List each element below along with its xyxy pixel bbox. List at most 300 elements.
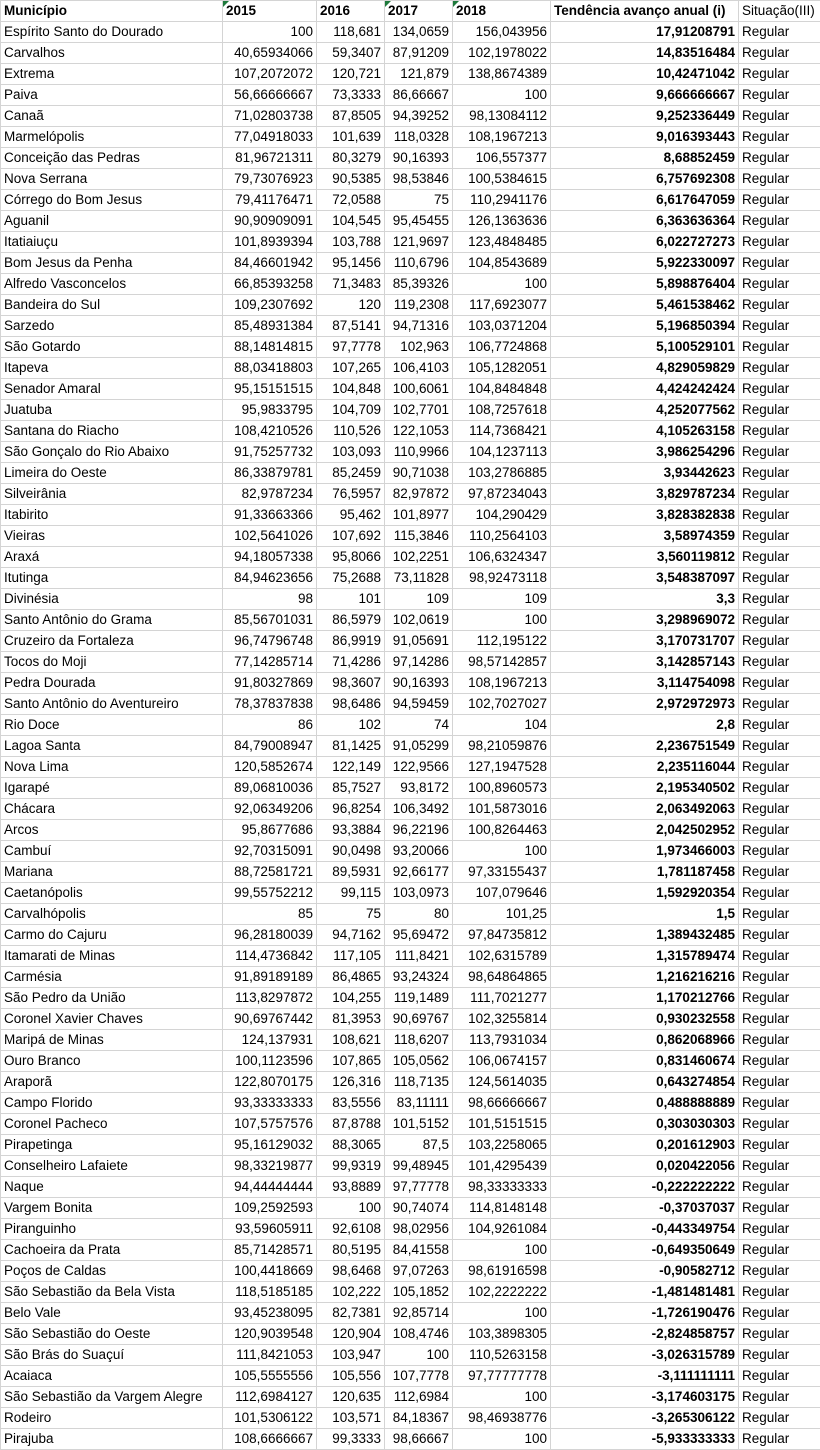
value-2016-cell[interactable]: 95,462 [317,505,385,526]
value-2018-cell[interactable]: 102,3255814 [453,1009,551,1030]
value-2018-cell[interactable]: 103,3898305 [453,1324,551,1345]
situacao-cell[interactable]: Regular [739,1429,820,1450]
value-2015-cell[interactable]: 107,5757576 [223,1114,317,1135]
value-2016-cell[interactable]: 98,6468 [317,1261,385,1282]
value-2015-cell[interactable]: 82,9787234 [223,484,317,505]
value-2016-cell[interactable]: 102,222 [317,1282,385,1303]
municipio-cell[interactable]: Carvalhópolis [1,904,223,925]
municipio-cell[interactable]: Limeira do Oeste [1,463,223,484]
value-2015-cell[interactable]: 91,33663366 [223,505,317,526]
value-2016-cell[interactable]: 93,3884 [317,820,385,841]
situacao-cell[interactable]: Regular [739,1282,820,1303]
value-2016-cell[interactable]: 71,4286 [317,652,385,673]
value-2018-cell[interactable]: 102,2222222 [453,1282,551,1303]
value-2016-cell[interactable]: 101 [317,589,385,610]
value-2016-cell[interactable]: 120 [317,295,385,316]
municipio-cell[interactable]: Itatiaiuçu [1,232,223,253]
value-2017-cell[interactable]: 95,45455 [385,211,453,232]
situacao-cell[interactable]: Regular [739,127,820,148]
municipio-cell[interactable]: Carmo do Cajuru [1,925,223,946]
municipio-cell[interactable]: Poços de Caldas [1,1261,223,1282]
tendencia-cell[interactable]: 9,666666667 [551,85,739,106]
municipio-cell[interactable]: Canaã [1,106,223,127]
value-2015-cell[interactable]: 88,14814815 [223,337,317,358]
tendencia-cell[interactable]: 0,303030303 [551,1114,739,1135]
situacao-cell[interactable]: Regular [739,1009,820,1030]
value-2018-cell[interactable]: 106,557377 [453,148,551,169]
value-2015-cell[interactable]: 85,71428571 [223,1240,317,1261]
value-2017-cell[interactable]: 95,69472 [385,925,453,946]
value-2017-cell[interactable]: 105,0562 [385,1051,453,1072]
value-2016-cell[interactable]: 80,3279 [317,148,385,169]
value-2018-cell[interactable]: 110,5263158 [453,1345,551,1366]
situacao-cell[interactable]: Regular [739,673,820,694]
value-2015-cell[interactable]: 93,33333333 [223,1093,317,1114]
value-2016-cell[interactable]: 118,681 [317,22,385,43]
value-2017-cell[interactable]: 92,66177 [385,862,453,883]
tendencia-cell[interactable]: 0,862068966 [551,1030,739,1051]
value-2017-cell[interactable]: 110,9966 [385,442,453,463]
value-2016-cell[interactable]: 100 [317,1198,385,1219]
value-2017-cell[interactable]: 93,20066 [385,841,453,862]
situacao-cell[interactable]: Regular [739,526,820,547]
value-2016-cell[interactable]: 126,316 [317,1072,385,1093]
value-2015-cell[interactable]: 95,15151515 [223,379,317,400]
value-2017-cell[interactable]: 82,97872 [385,484,453,505]
value-2017-cell[interactable]: 97,07263 [385,1261,453,1282]
header-tendencia[interactable]: Tendência avanço anual (i) [551,1,739,22]
value-2015-cell[interactable]: 95,9833795 [223,400,317,421]
value-2016-cell[interactable]: 95,8066 [317,547,385,568]
value-2018-cell[interactable]: 98,64864865 [453,967,551,988]
value-2017-cell[interactable]: 74 [385,715,453,736]
value-2016-cell[interactable]: 101,639 [317,127,385,148]
situacao-cell[interactable]: Regular [739,43,820,64]
value-2017-cell[interactable]: 84,18367 [385,1408,453,1429]
value-2016-cell[interactable]: 94,7162 [317,925,385,946]
situacao-cell[interactable]: Regular [739,925,820,946]
value-2018-cell[interactable]: 127,1947528 [453,757,551,778]
value-2017-cell[interactable]: 98,53846 [385,169,453,190]
situacao-cell[interactable]: Regular [739,400,820,421]
situacao-cell[interactable]: Regular [739,799,820,820]
value-2017-cell[interactable]: 118,7135 [385,1072,453,1093]
value-2015-cell[interactable]: 108,6666667 [223,1429,317,1450]
situacao-cell[interactable]: Regular [739,1093,820,1114]
value-2015-cell[interactable]: 92,06349206 [223,799,317,820]
value-2016-cell[interactable]: 99,9319 [317,1156,385,1177]
tendencia-cell[interactable]: 14,83516484 [551,43,739,64]
value-2017-cell[interactable]: 91,05299 [385,736,453,757]
tendencia-cell[interactable]: 6,022727273 [551,232,739,253]
value-2017-cell[interactable]: 75 [385,190,453,211]
value-2016-cell[interactable]: 83,5556 [317,1093,385,1114]
value-2016-cell[interactable]: 88,3065 [317,1135,385,1156]
value-2016-cell[interactable]: 99,115 [317,883,385,904]
tendencia-cell[interactable]: 3,560119812 [551,547,739,568]
value-2017-cell[interactable]: 92,85714 [385,1303,453,1324]
situacao-cell[interactable]: Regular [739,1156,820,1177]
value-2016-cell[interactable]: 95,1456 [317,253,385,274]
tendencia-cell[interactable]: 5,196850394 [551,316,739,337]
value-2018-cell[interactable]: 108,1967213 [453,127,551,148]
value-2017-cell[interactable]: 85,39326 [385,274,453,295]
value-2015-cell[interactable]: 78,37837838 [223,694,317,715]
municipio-cell[interactable]: Cachoeira da Prata [1,1240,223,1261]
tendencia-cell[interactable]: 1,5 [551,904,739,925]
tendencia-cell[interactable]: 3,986254296 [551,442,739,463]
value-2017-cell[interactable]: 94,71316 [385,316,453,337]
value-2015-cell[interactable]: 107,2072072 [223,64,317,85]
tendencia-cell[interactable]: 3,3 [551,589,739,610]
header-2018[interactable] [453,1,551,22]
situacao-cell[interactable]: Regular [739,316,820,337]
municipio-cell[interactable]: São Sebastião da Vargem Alegre [1,1387,223,1408]
situacao-cell[interactable]: Regular [739,169,820,190]
municipio-cell[interactable]: Conceição das Pedras [1,148,223,169]
value-2017-cell[interactable]: 121,879 [385,64,453,85]
value-2015-cell[interactable]: 66,85393258 [223,274,317,295]
value-2015-cell[interactable]: 122,8070175 [223,1072,317,1093]
tendencia-cell[interactable]: 2,8 [551,715,739,736]
value-2018-cell[interactable]: 110,2941176 [453,190,551,211]
value-2015-cell[interactable]: 71,02803738 [223,106,317,127]
situacao-cell[interactable]: Regular [739,1240,820,1261]
municipio-cell[interactable]: Marmelópolis [1,127,223,148]
value-2016-cell[interactable]: 87,5141 [317,316,385,337]
value-2017-cell[interactable]: 93,24324 [385,967,453,988]
municipio-cell[interactable]: Naque [1,1177,223,1198]
value-2017-cell[interactable]: 90,71038 [385,463,453,484]
tendencia-cell[interactable]: 2,195340502 [551,778,739,799]
tendencia-cell[interactable]: 5,461538462 [551,295,739,316]
tendencia-cell[interactable]: 3,142857143 [551,652,739,673]
value-2016-cell[interactable]: 82,7381 [317,1303,385,1324]
value-2015-cell[interactable]: 86,33879781 [223,463,317,484]
tendencia-cell[interactable]: 6,617647059 [551,190,739,211]
header-2017[interactable] [385,1,453,22]
municipio-cell[interactable]: Chácara [1,799,223,820]
municipio-cell[interactable]: Cambuí [1,841,223,862]
value-2017-cell[interactable]: 90,74074 [385,1198,453,1219]
situacao-cell[interactable]: Regular [739,64,820,85]
municipio-cell[interactable]: Pirajuba [1,1429,223,1450]
situacao-cell[interactable]: Regular [739,1324,820,1345]
value-2016-cell[interactable]: 104,709 [317,400,385,421]
municipio-cell[interactable]: Itapeva [1,358,223,379]
value-2018-cell[interactable]: 108,1967213 [453,673,551,694]
value-2017-cell[interactable]: 106,3492 [385,799,453,820]
value-2017-cell[interactable]: 100 [385,1345,453,1366]
tendencia-cell[interactable]: 9,252336449 [551,106,739,127]
value-2015-cell[interactable]: 95,8677686 [223,820,317,841]
municipio-cell[interactable]: Tocos do Moji [1,652,223,673]
value-2016-cell[interactable]: 102 [317,715,385,736]
tendencia-cell[interactable]: 5,100529101 [551,337,739,358]
value-2016-cell[interactable]: 103,571 [317,1408,385,1429]
value-2015-cell[interactable]: 40,65934066 [223,43,317,64]
value-2017-cell[interactable]: 102,0619 [385,610,453,631]
situacao-cell[interactable]: Regular [739,1345,820,1366]
municipio-cell[interactable]: Espírito Santo do Dourado [1,22,223,43]
value-2017-cell[interactable]: 121,9697 [385,232,453,253]
value-2018-cell[interactable]: 114,8148148 [453,1198,551,1219]
value-2017-cell[interactable]: 108,4746 [385,1324,453,1345]
tendencia-cell[interactable]: -0,222222222 [551,1177,739,1198]
value-2017-cell[interactable]: 102,7701 [385,400,453,421]
value-2018-cell[interactable]: 98,92473118 [453,568,551,589]
municipio-cell[interactable]: Caetanópolis [1,883,223,904]
value-2017-cell[interactable]: 103,0973 [385,883,453,904]
municipio-cell[interactable]: Juatuba [1,400,223,421]
tendencia-cell[interactable]: 2,236751549 [551,736,739,757]
value-2018-cell[interactable]: 100 [453,1429,551,1450]
situacao-cell[interactable]: Regular [739,1387,820,1408]
value-2016-cell[interactable]: 81,1425 [317,736,385,757]
value-2017-cell[interactable]: 119,1489 [385,988,453,1009]
value-2018-cell[interactable]: 98,57142857 [453,652,551,673]
municipio-cell[interactable]: Santo Antônio do Grama [1,610,223,631]
value-2018-cell[interactable]: 124,5614035 [453,1072,551,1093]
header-municipio[interactable]: Município [1,1,223,22]
value-2015-cell[interactable]: 111,8421053 [223,1345,317,1366]
value-2018-cell[interactable]: 108,7257618 [453,400,551,421]
value-2015-cell[interactable]: 120,5852674 [223,757,317,778]
value-2015-cell[interactable]: 88,03418803 [223,358,317,379]
value-2017-cell[interactable]: 101,5152 [385,1114,453,1135]
municipio-cell[interactable]: Alfredo Vasconcelos [1,274,223,295]
municipio-cell[interactable]: São Pedro da União [1,988,223,1009]
municipio-cell[interactable]: Igarapé [1,778,223,799]
tendencia-cell[interactable]: 4,252077562 [551,400,739,421]
value-2015-cell[interactable]: 120,9039548 [223,1324,317,1345]
municipio-cell[interactable]: Bom Jesus da Penha [1,253,223,274]
value-2015-cell[interactable]: 86 [223,715,317,736]
value-2018-cell[interactable]: 103,2258065 [453,1135,551,1156]
value-2015-cell[interactable]: 118,5185185 [223,1282,317,1303]
tendencia-cell[interactable]: -3,111111111 [551,1366,739,1387]
tendencia-cell[interactable]: 17,91208791 [551,22,739,43]
municipio-cell[interactable]: Pirapetinga [1,1135,223,1156]
value-2016-cell[interactable]: 71,3483 [317,274,385,295]
tendencia-cell[interactable]: -0,649350649 [551,1240,739,1261]
value-2016-cell[interactable]: 86,4865 [317,967,385,988]
value-2015-cell[interactable]: 113,8297872 [223,988,317,1009]
situacao-cell[interactable]: Regular [739,715,820,736]
value-2016-cell[interactable]: 120,904 [317,1324,385,1345]
value-2015-cell[interactable]: 79,41176471 [223,190,317,211]
value-2015-cell[interactable]: 85,48931384 [223,316,317,337]
tendencia-cell[interactable]: 3,170731707 [551,631,739,652]
value-2017-cell[interactable]: 87,91209 [385,43,453,64]
value-2018-cell[interactable]: 97,87234043 [453,484,551,505]
tendencia-cell[interactable]: 3,298969072 [551,610,739,631]
municipio-cell[interactable]: Bandeira do Sul [1,295,223,316]
situacao-cell[interactable]: Regular [739,1219,820,1240]
tendencia-cell[interactable]: 4,829059829 [551,358,739,379]
tendencia-cell[interactable]: -1,726190476 [551,1303,739,1324]
value-2017-cell[interactable]: 101,8977 [385,505,453,526]
value-2016-cell[interactable]: 110,526 [317,421,385,442]
value-2015-cell[interactable]: 102,5641026 [223,526,317,547]
value-2017-cell[interactable]: 107,7778 [385,1366,453,1387]
value-2017-cell[interactable]: 118,6207 [385,1030,453,1051]
value-2018-cell[interactable]: 100 [453,1303,551,1324]
tendencia-cell[interactable]: 10,42471042 [551,64,739,85]
tendencia-cell[interactable]: 3,548387097 [551,568,739,589]
tendencia-cell[interactable]: -3,026315789 [551,1345,739,1366]
value-2016-cell[interactable]: 59,3407 [317,43,385,64]
municipio-cell[interactable]: Santana do Riacho [1,421,223,442]
municipio-cell[interactable]: Coronel Pacheco [1,1114,223,1135]
value-2017-cell[interactable]: 122,9566 [385,757,453,778]
value-2018-cell[interactable]: 100 [453,1387,551,1408]
value-2018-cell[interactable]: 104,9261084 [453,1219,551,1240]
situacao-cell[interactable]: Regular [739,85,820,106]
municipio-cell[interactable]: Itabirito [1,505,223,526]
value-2018-cell[interactable]: 105,1282051 [453,358,551,379]
value-2016-cell[interactable]: 90,0498 [317,841,385,862]
municipio-cell[interactable]: Campo Florido [1,1093,223,1114]
value-2016-cell[interactable]: 93,8889 [317,1177,385,1198]
value-2015-cell[interactable]: 98,33219877 [223,1156,317,1177]
value-2018-cell[interactable]: 100 [453,85,551,106]
value-2017-cell[interactable]: 97,14286 [385,652,453,673]
situacao-cell[interactable]: Regular [739,1177,820,1198]
value-2018-cell[interactable]: 113,7931034 [453,1030,551,1051]
tendencia-cell[interactable]: 2,042502952 [551,820,739,841]
value-2017-cell[interactable]: 97,77778 [385,1177,453,1198]
situacao-cell[interactable]: Regular [739,148,820,169]
value-2015-cell[interactable]: 91,89189189 [223,967,317,988]
value-2017-cell[interactable]: 119,2308 [385,295,453,316]
value-2015-cell[interactable]: 89,06810036 [223,778,317,799]
value-2017-cell[interactable]: 99,48945 [385,1156,453,1177]
municipio-cell[interactable]: Arcos [1,820,223,841]
situacao-cell[interactable]: Regular [739,442,820,463]
value-2015-cell[interactable]: 84,46601942 [223,253,317,274]
value-2016-cell[interactable]: 122,149 [317,757,385,778]
value-2015-cell[interactable]: 91,80327869 [223,673,317,694]
value-2016-cell[interactable]: 107,265 [317,358,385,379]
value-2018-cell[interactable]: 104,8484848 [453,379,551,400]
value-2015-cell[interactable]: 84,79008947 [223,736,317,757]
value-2017-cell[interactable]: 87,5 [385,1135,453,1156]
situacao-cell[interactable]: Regular [739,1198,820,1219]
municipio-cell[interactable]: Vieiras [1,526,223,547]
value-2016-cell[interactable]: 87,8788 [317,1114,385,1135]
value-2015-cell[interactable]: 91,75257732 [223,442,317,463]
municipio-cell[interactable]: Rodeiro [1,1408,223,1429]
value-2018-cell[interactable]: 106,0674157 [453,1051,551,1072]
value-2018-cell[interactable]: 100 [453,274,551,295]
tendencia-cell[interactable]: 0,831460674 [551,1051,739,1072]
value-2018-cell[interactable]: 114,7368421 [453,421,551,442]
municipio-cell[interactable]: Senador Amaral [1,379,223,400]
value-2017-cell[interactable]: 106,4103 [385,358,453,379]
situacao-cell[interactable]: Regular [739,232,820,253]
situacao-cell[interactable]: Regular [739,1261,820,1282]
value-2017-cell[interactable]: 109 [385,589,453,610]
value-2016-cell[interactable]: 96,8254 [317,799,385,820]
tendencia-cell[interactable]: 4,424242424 [551,379,739,400]
municipio-cell[interactable]: Sarzedo [1,316,223,337]
header-situacao[interactable]: Situação(III) [739,1,820,22]
value-2017-cell[interactable]: 73,11828 [385,568,453,589]
tendencia-cell[interactable]: -3,174603175 [551,1387,739,1408]
situacao-cell[interactable]: Regular [739,463,820,484]
tendencia-cell[interactable]: 8,68852459 [551,148,739,169]
value-2015-cell[interactable]: 105,5555556 [223,1366,317,1387]
value-2018-cell[interactable]: 104,290429 [453,505,551,526]
municipio-cell[interactable]: São Sebastião do Oeste [1,1324,223,1345]
value-2016-cell[interactable]: 104,545 [317,211,385,232]
value-2018-cell[interactable]: 123,4848485 [453,232,551,253]
value-2015-cell[interactable]: 56,66666667 [223,85,317,106]
value-2017-cell[interactable]: 98,02956 [385,1219,453,1240]
value-2018-cell[interactable]: 100,5384615 [453,169,551,190]
value-2015-cell[interactable]: 94,18057338 [223,547,317,568]
value-2018-cell[interactable]: 117,6923077 [453,295,551,316]
situacao-cell[interactable]: Regular [739,484,820,505]
tendencia-cell[interactable]: 1,592920354 [551,883,739,904]
value-2016-cell[interactable]: 99,3333 [317,1429,385,1450]
situacao-cell[interactable]: Regular [739,904,820,925]
situacao-cell[interactable]: Regular [739,631,820,652]
value-2018-cell[interactable]: 98,33333333 [453,1177,551,1198]
value-2017-cell[interactable]: 93,8172 [385,778,453,799]
situacao-cell[interactable]: Regular [739,1030,820,1051]
municipio-cell[interactable]: Itutinga [1,568,223,589]
value-2017-cell[interactable]: 98,66667 [385,1429,453,1450]
situacao-cell[interactable]: Regular [739,1366,820,1387]
situacao-cell[interactable]: Regular [739,610,820,631]
municipio-cell[interactable]: Belo Vale [1,1303,223,1324]
value-2016-cell[interactable]: 87,8505 [317,106,385,127]
value-2016-cell[interactable]: 103,947 [317,1345,385,1366]
value-2016-cell[interactable]: 98,3607 [317,673,385,694]
value-2015-cell[interactable]: 88,72581721 [223,862,317,883]
municipio-cell[interactable]: Carmésia [1,967,223,988]
value-2015-cell[interactable]: 100,4418669 [223,1261,317,1282]
value-2015-cell[interactable]: 101,5306122 [223,1408,317,1429]
value-2018-cell[interactable]: 101,25 [453,904,551,925]
tendencia-cell[interactable]: 2,063492063 [551,799,739,820]
value-2017-cell[interactable]: 90,16393 [385,148,453,169]
situacao-cell[interactable]: Regular [739,694,820,715]
tendencia-cell[interactable]: 3,58974359 [551,526,739,547]
value-2016-cell[interactable]: 89,5931 [317,862,385,883]
municipio-cell[interactable]: Santo Antônio do Aventureiro [1,694,223,715]
value-2016-cell[interactable]: 72,0588 [317,190,385,211]
tendencia-cell[interactable]: 1,315789474 [551,946,739,967]
value-2018-cell[interactable]: 98,21059876 [453,736,551,757]
value-2018-cell[interactable]: 126,1363636 [453,211,551,232]
municipio-cell[interactable]: Lagoa Santa [1,736,223,757]
tendencia-cell[interactable]: 6,757692308 [551,169,739,190]
value-2016-cell[interactable]: 104,255 [317,988,385,1009]
value-2016-cell[interactable]: 117,105 [317,946,385,967]
value-2016-cell[interactable]: 103,788 [317,232,385,253]
tendencia-cell[interactable]: 0,020422056 [551,1156,739,1177]
value-2018-cell[interactable]: 102,6315789 [453,946,551,967]
value-2016-cell[interactable]: 76,5957 [317,484,385,505]
situacao-cell[interactable]: Regular [739,1408,820,1429]
value-2016-cell[interactable]: 120,721 [317,64,385,85]
value-2015-cell[interactable]: 94,44444444 [223,1177,317,1198]
value-2018-cell[interactable]: 103,2786885 [453,463,551,484]
value-2017-cell[interactable]: 102,2251 [385,547,453,568]
